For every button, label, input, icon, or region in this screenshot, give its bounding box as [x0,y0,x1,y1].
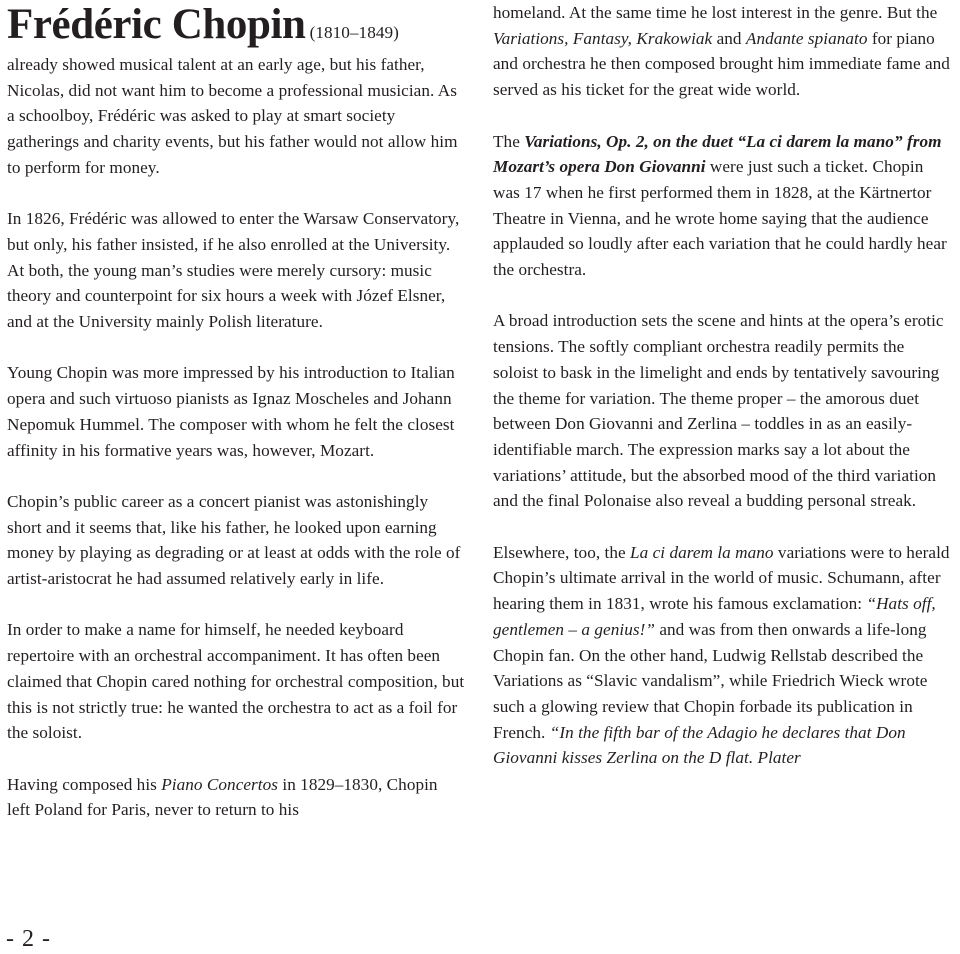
text-run: Having composed his [7,774,162,794]
work-title: Variations, Op. 2, on the duet “La ci darem la mano” from Mozart’s opera Don Giovanni [493,131,942,177]
right-column [493,0,953,797]
left-column [7,0,465,849]
text-run: homeland. At the same time he lost interest in the genre. But the [493,3,938,22]
paragraph [493,0,953,103]
paragraph: Young Chopin was more impressed by his introduction to Italian opera and such virtuoso pianists as Ignaz Moscheles and Johann Nepomuk Hummel. The composer with whom he felt the closest affinity in his formative years was, however, Mozart. [7,363,455,460]
text-run: The [493,131,525,151]
paragraph [7,772,465,823]
quote: “Hats off, gentlemen – a genius!” [493,594,936,639]
text-run: Elsewhere, too, the [493,542,631,562]
text-run: for piano and orchestra he then composed brought him immediate fame and served as his ticket for the great wide world. [493,28,950,100]
quote: “In the fifth bar of the Adagio he declares that Don Giovanni kisses Zerlina on the D flat. Plater [493,722,906,768]
work-title: Variations, Fantasy, Krakowiak [493,28,713,48]
paragraph: already showed musical talent at an early age, but his father, Nicolas, did not want him to become a professional musician. As a schoolboy, Frédéric was asked to play at smart society gatherings and charity events, but his father would not allow him to perform for money. [7,55,458,177]
page-number: - 2 - [6,926,51,952]
text-run: and was from then onwards a life-long Chopin fan. On the other hand, Ludwig Rellstab described the Variations as “Slavic vandalism”, while Friedrich Wieck wrote such a glowing review that Chopin forbade its publication in French. [493,619,928,742]
paragraph: In 1826, Frédéric was allowed to enter the Warsaw Conservatory, but only, his father insisted, if he also enrolled at the University. At both, the young man’s studies were merely cursory: music theory and counterpoint for six hours a week with Józef Elsner, and at the University mainly Polish literature. [7,209,460,332]
paragraph: A broad introduction sets the scene and hints at the opera’s erotic tensions. The softly compliant orchestra readily permits the soloist to bask in the limelight and ends by tentatively savouring the theme for variation. The theme proper – the amorous duet between Don Giovanni and Zerlina – toddles in as an easily-identifiable march. The expression marks say a lot about the variations’ attitude, but the absorbed mood of the third variation and the final Polonaise also reveal a budding personal streak. [493,311,944,511]
work-title: La ci darem la mano [630,542,774,562]
paragraph: In order to make a name for himself, he needed keyboard repertoire with an orchestral accompaniment. It has often been claimed that Chopin cared nothing for orchestral composition, but this is not strictly true: he wanted the orchestra to act as a foil for the soloist. [7,620,465,743]
text-run: were just such a ticket. Chopin was 17 when he first performed them in 1828, at the Kärtnertor Theatre in Vienna, and he wrote home saying that the audience applauded so loudly after each variation that he could hardly hear the orchestra. [493,157,947,280]
work-title: Andante spianato [745,28,868,48]
title-name: Frédéric Chopin [7,1,306,48]
paragraph: Chopin’s public career as a concert pianist was astonishingly short and it seems that, like his father, he looked upon earning money by playing as degrading or at least at odds with the role of artist-aristocrat he had assumed relatively early in life. [7,491,461,589]
text-run: and [712,28,746,48]
article-title [7,0,465,48]
paragraph [493,540,953,771]
paragraph [493,129,953,283]
work-title: Piano Concertos [161,774,279,794]
title-dates: (1810–1849) [309,23,399,42]
text-run: variations were to herald Chopin’s ultimate arrival in the world of music. Schumann, after hearing them in 1831, wrote his famous exclamation: [493,542,950,614]
text-run: in 1829–1830, Chopin left Poland for Paris, never to return to his [7,774,438,820]
